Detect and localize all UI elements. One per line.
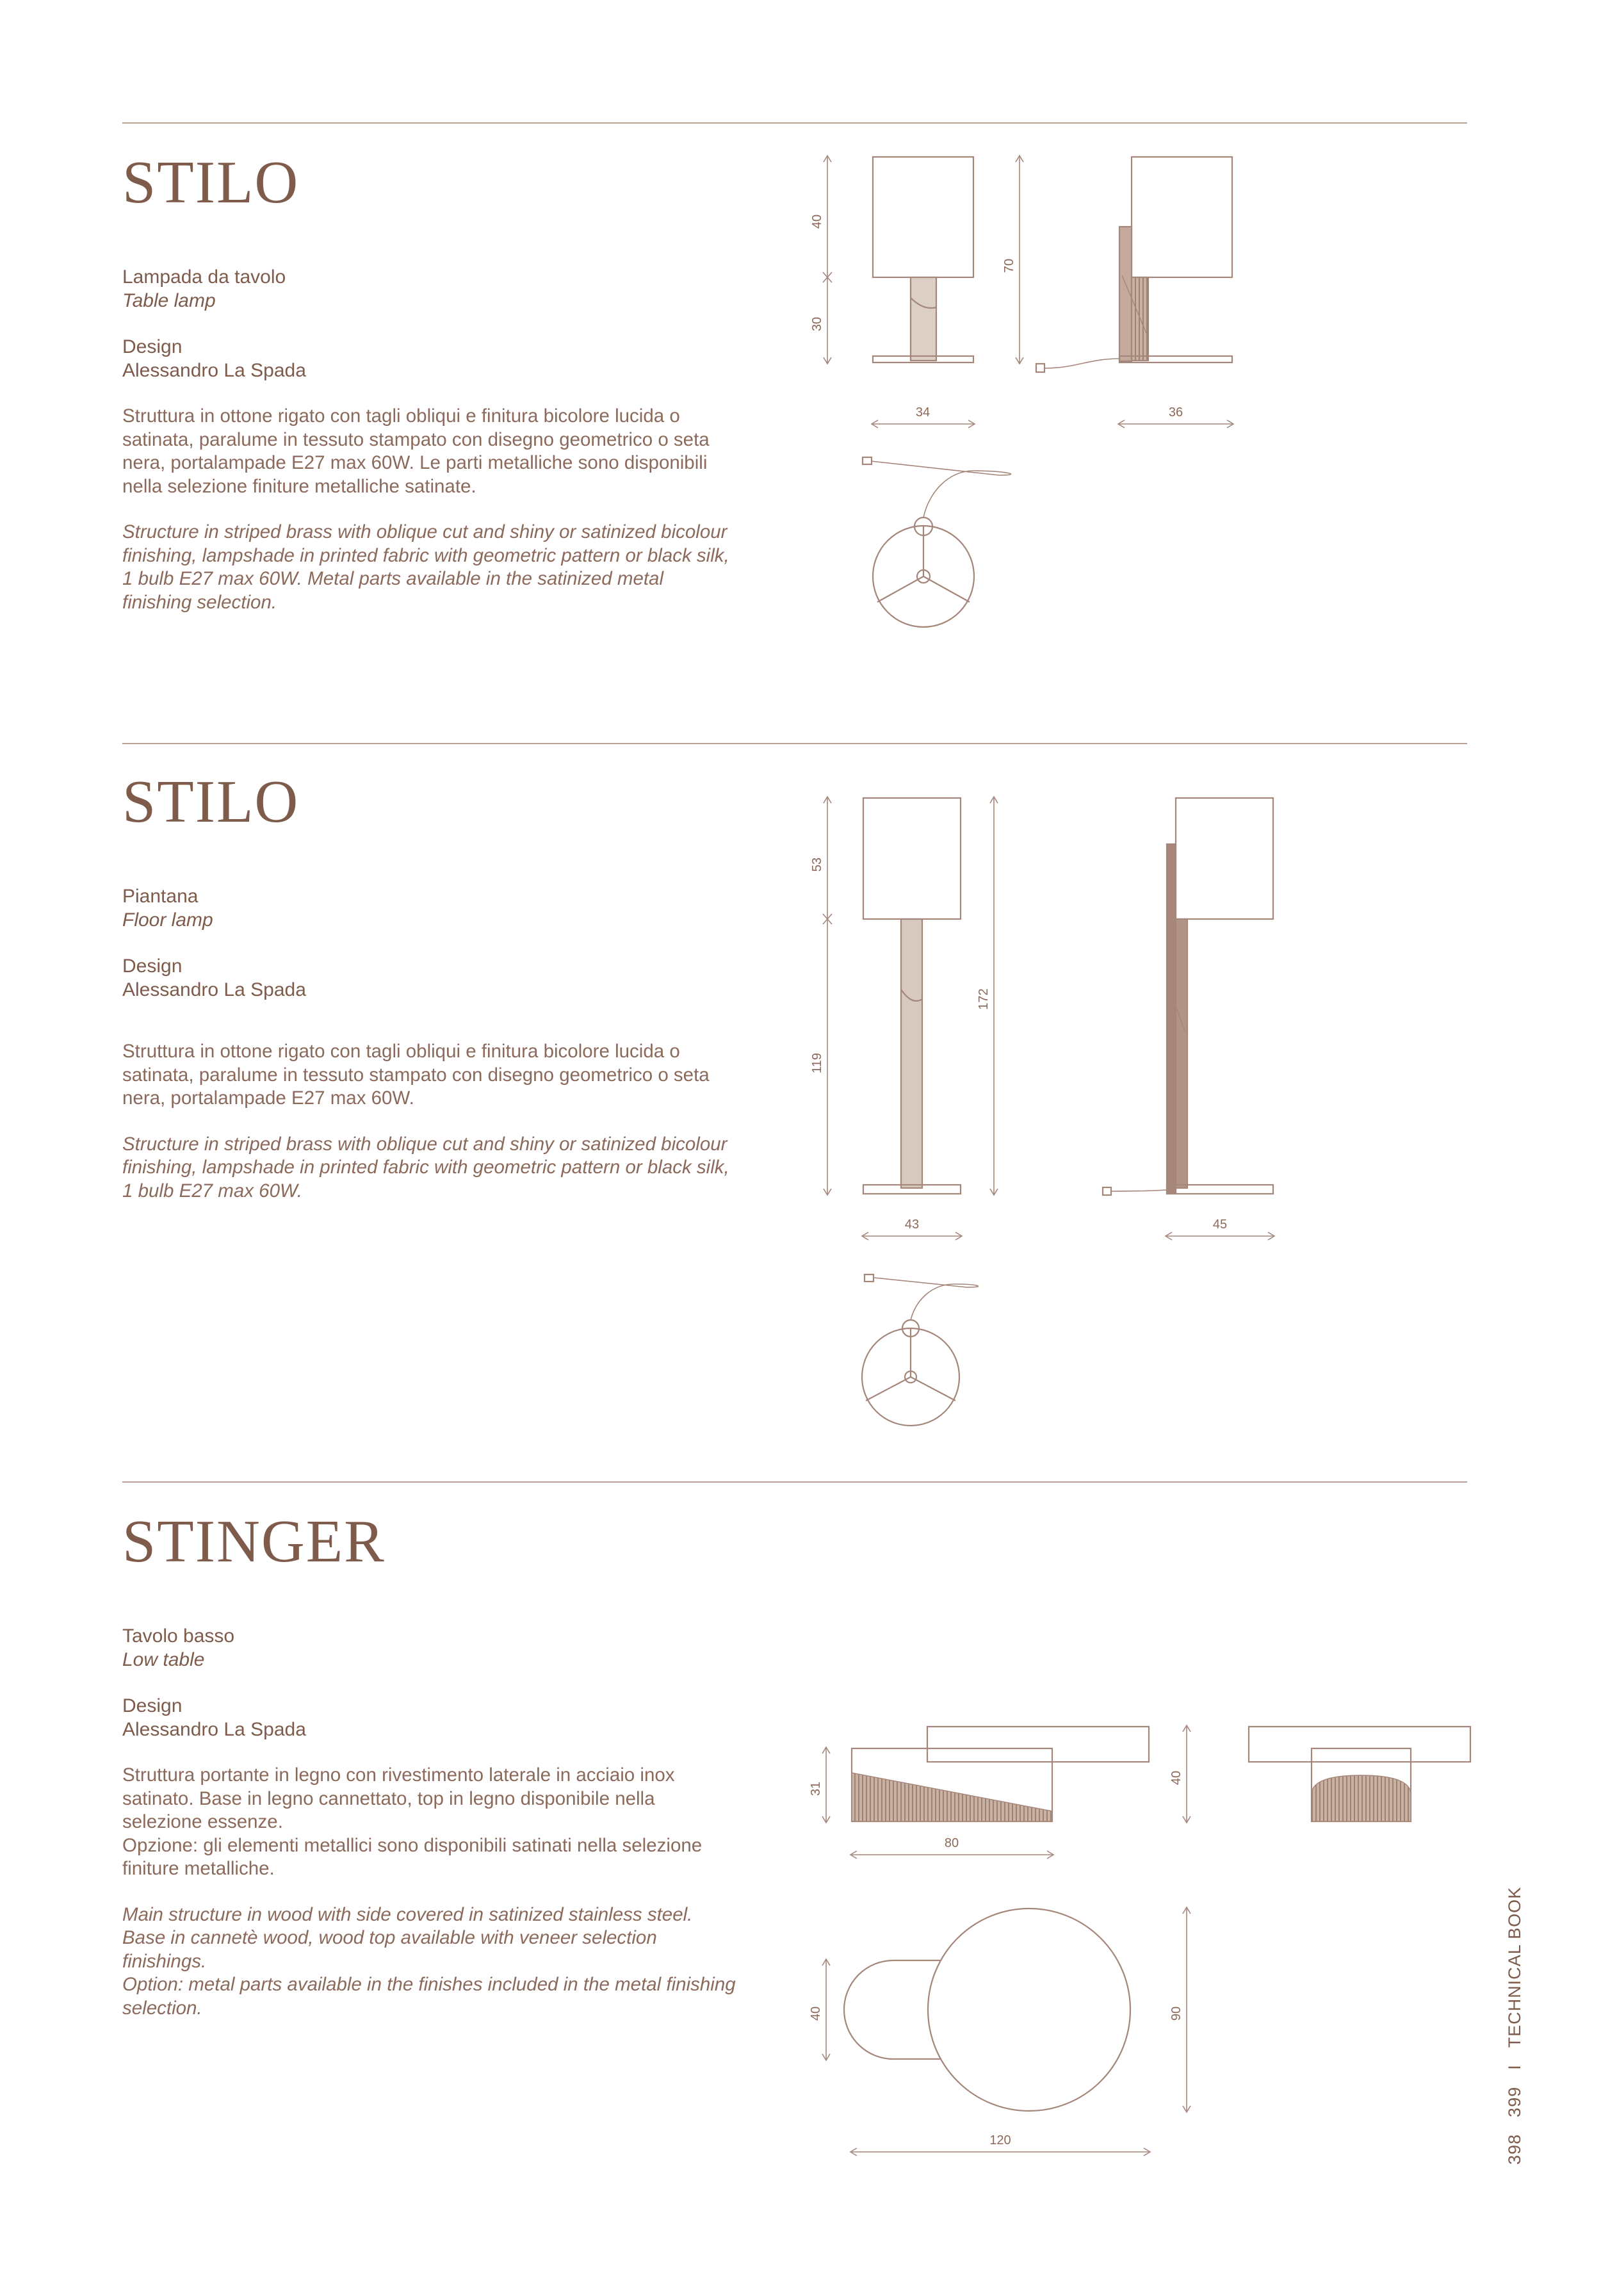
product-type-it: Lampada da tavolo — [122, 266, 286, 288]
dim-label: 34 — [915, 405, 931, 419]
floor-lamp-side-view — [1103, 798, 1273, 1195]
description-en: Structure in striped brass with oblique cut and shiny or satinized bicolour finishing, lampshade in printed fabric with geometric pattern or black silk, 1 bulb E27 max 60W. — [122, 1133, 729, 1201]
product-title: STILO — [122, 769, 300, 835]
dim-label: 40 — [810, 214, 824, 229]
design-label: Design — [122, 1695, 183, 1716]
dim-label: 53 — [810, 857, 824, 872]
floor-lamp-front-view — [863, 798, 961, 1194]
dim-label: 70 — [1002, 258, 1016, 273]
dim-label: 40 — [1169, 1770, 1183, 1786]
designer-name: Alessandro La Spada — [122, 979, 306, 1000]
book-title: TECHNICAL BOOK — [1505, 1886, 1524, 2048]
table-lamp-plan-view — [863, 457, 1011, 627]
product-type-it: Piantana — [122, 886, 199, 907]
product-type-en: Floor lamp — [122, 909, 213, 931]
table-lamp-side-view — [1036, 157, 1232, 372]
description-it: Struttura portante in legno con rivestimento laterale in acciaio inox satinato. Base in legno cannettato, top in legno disponibile nella selezione essenze. Opzione: gli elementi metallici sono disponibili satinati nella selezione finiture metalliche. — [122, 1764, 703, 1879]
description-it: Struttura in ottone rigato con tagli obliqui e finitura bicolore lucida o satinata, paralume in tessuto stampato con disegno geometrico o seta nera, portalampade E27 max 60W. Le parti metalliche sono disponibili nella selezione finiture metalliche satinate. — [122, 405, 710, 497]
dim-label: 45 — [1212, 1217, 1228, 1232]
page-number-left: 398 — [1505, 2133, 1524, 2165]
dim-label: 40 — [809, 2006, 823, 2021]
designer-name: Alessandro La Spada — [122, 360, 306, 381]
footer-separator: I — [1505, 2064, 1524, 2070]
floor-lamp-plan-view — [862, 1274, 978, 1426]
dim-label: 36 — [1168, 405, 1183, 419]
dim-label: 31 — [809, 1781, 823, 1796]
dim-label: 43 — [904, 1217, 920, 1232]
product-type-it: Tavolo basso — [122, 1625, 235, 1647]
product-title: STINGER — [122, 1508, 386, 1575]
dim-label: 80 — [944, 1836, 959, 1850]
description-it: Struttura in ottone rigato con tagli obliqui e finitura bicolore lucida o satinata, paralume in tessuto stampato con disegno geometrico o seta nera, portalampade E27 max 60W. — [122, 1041, 710, 1109]
dim-label: 119 — [810, 1053, 824, 1073]
product-title: STILO — [122, 149, 300, 216]
product-type-en: Table lamp — [122, 290, 216, 311]
page-footer — [1505, 1870, 1525, 2165]
low-table-side-view — [1249, 1727, 1470, 1821]
design-label: Design — [122, 336, 183, 357]
product-type-en: Low table — [122, 1649, 205, 1670]
page-number-right: 399 — [1505, 2086, 1524, 2117]
designer-name: Alessandro La Spada — [122, 1719, 306, 1740]
dim-label: 120 — [989, 2133, 1011, 2147]
dim-label: 90 — [1169, 2006, 1183, 2021]
low-table-front-view — [852, 1727, 1149, 1821]
low-table-plan-view — [844, 1909, 1130, 2111]
description-en: Structure in striped brass with oblique cut and shiny or satinized bicolour finishing, lampshade in printed fabric with geometric pattern or black silk, 1 bulb E27 max 60W. Metal parts available in the satinized metal finishing selection. — [122, 521, 729, 613]
design-label: Design — [122, 956, 183, 977]
description-en: Main structure in wood with side covered in satinized stainless steel. Base in cannetè wood, wood top available with veneer selection finishings. Option: metal parts available in the finishes included in the metal finishing selection. — [122, 1903, 736, 2019]
dim-label: 172 — [977, 988, 991, 1010]
table-lamp-front-view — [873, 157, 973, 362]
dim-label: 30 — [810, 316, 824, 332]
